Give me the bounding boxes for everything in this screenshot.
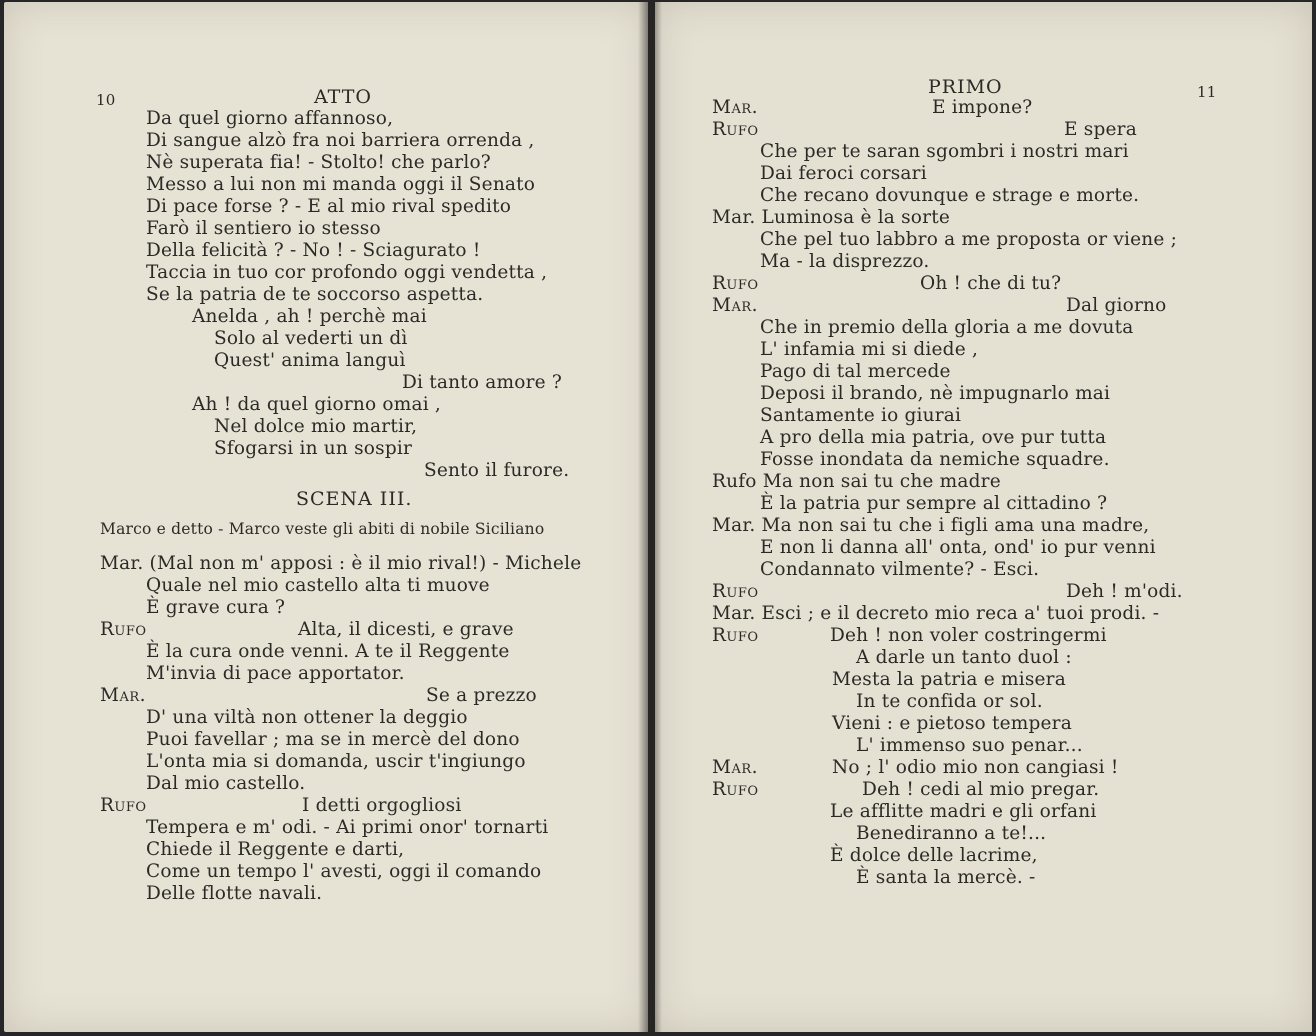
running-head: PRIMO <box>928 76 1003 98</box>
verse-line: D' una viltà non ottener la deggio <box>146 707 468 728</box>
verse-line: A pro della mia patria, ove pur tutta <box>760 427 1107 448</box>
verse-line: Anelda , ah ! perchè mai <box>192 306 427 327</box>
speaker-label: Rufo <box>100 795 147 816</box>
verse-line: Farò il sentiero io stesso <box>146 218 381 239</box>
verse-line: Di pace forse ? - E al mio rival spedito <box>146 196 512 217</box>
verse-line: Santamente io giurai <box>760 405 962 426</box>
verse-line: Le afflitte madri e gli orfani <box>830 801 1097 822</box>
verse-line: Deh ! m'odi. <box>1066 581 1183 602</box>
verse-line: Mar. Luminosa è la sorte <box>712 207 950 228</box>
speaker-label: Rufo <box>712 119 759 140</box>
verse-line: I detti orgogliosi <box>302 795 462 816</box>
verse-line: Fosse inondata da nemiche squadre. <box>760 449 1110 470</box>
verse-line: Rufo Ma non sai tu che madre <box>712 471 1001 492</box>
verse-line: Mar. Esci ; e il decreto mio reca a' tuoi prodi. - <box>712 603 1160 624</box>
verse-line: Quest' anima languì <box>214 350 406 371</box>
verse-line: Quale nel mio castello alta ti muove <box>146 575 490 596</box>
verse-line: È la cura onde venni. A te il Reggente <box>146 641 510 662</box>
verse-line: Come un tempo l' avesti, oggi il comando <box>146 861 542 882</box>
verse-line: Nè superata fia! - Stolto! che parlo? <box>146 152 491 173</box>
page-number: 11 <box>1197 83 1217 101</box>
page-number: 10 <box>96 91 116 109</box>
verse-line: No ; l' odio mio non cangiasi ! <box>832 757 1119 778</box>
verse-line: Solo al vederti un dì <box>214 328 408 349</box>
verse-line: E spera <box>1064 119 1137 140</box>
verse-line: Oh ! che di tu? <box>920 273 1062 294</box>
verse-line: Mesta la patria e misera <box>832 669 1066 690</box>
verse-line: Messo a lui non mi manda oggi il Senato <box>146 174 536 195</box>
verse-line: Mar. (Mal non m' apposi : è il mio rival!) - Michele <box>100 553 582 574</box>
verse-line: Sfogarsi in un sospir <box>214 438 413 459</box>
speaker-label: Mar. <box>712 295 758 316</box>
verse-line: Ah ! da quel giorno omai , <box>192 394 441 415</box>
verse-line: Dal mio castello. <box>146 773 306 794</box>
verse-line: Vieni : e pietoso tempera <box>832 713 1072 734</box>
verse-line: L' infamia mi si diede , <box>760 339 979 360</box>
verse-line: È santa la mercè. - <box>856 867 1036 888</box>
speaker-label: Rufo <box>100 619 147 640</box>
verse-line: Tempera e m' odi. - Ai primi onor' tornarti <box>146 817 549 838</box>
verse-line: Nel dolce mio martir, <box>214 416 418 437</box>
verse-line: A darle un tanto duol : <box>856 647 1072 668</box>
verse-line: Che pel tuo labbro a me proposta or viene ; <box>760 229 1178 250</box>
verse-line: Deposi il brando, nè impugnarlo mai <box>760 383 1111 404</box>
verse-line: Dai feroci corsari <box>760 163 927 184</box>
speaker-label: Rufo <box>712 581 759 602</box>
verse-line: Che in premio della gloria a me dovuta <box>760 317 1134 338</box>
speaker-label: Rufo <box>712 779 759 800</box>
verse-line: Condannato vilmente? - Esci. <box>760 559 1040 580</box>
verse-line: È grave cura ? <box>146 597 286 618</box>
verse-line: Benediranno a te!... <box>856 823 1047 844</box>
verse-line: Deh ! cedi al mio pregar. <box>862 779 1100 800</box>
verse-line: Da quel giorno affannoso, <box>146 108 394 129</box>
stage-direction: Marco e detto - Marco veste gli abiti di nobile Siciliano <box>100 520 545 538</box>
verse-line: Se la patria de te soccorso aspetta. <box>146 284 484 305</box>
speaker-label: Mar. <box>712 97 758 118</box>
verse-line: Dal giorno <box>1066 295 1167 316</box>
verse-line: Della felicità ? - No ! - Sciagurato ! <box>146 240 481 261</box>
verse-line: Alta, il dicesti, e grave <box>298 619 514 640</box>
verse-line: Chiede il Reggente e darti, <box>146 839 405 860</box>
verse-line: Se a prezzo <box>426 685 537 706</box>
speaker-label: Rufo <box>712 273 759 294</box>
speaker-label: Mar. <box>100 685 146 706</box>
verse-line: Pago di tal mercede <box>760 361 951 382</box>
verse-line: Ma - la disprezzo. <box>760 251 930 272</box>
verse-line: Deh ! non voler costringermi <box>830 625 1107 646</box>
verse-line: Di tanto amore ? <box>402 372 562 393</box>
verse-line: Sento il furore. <box>424 460 570 481</box>
scene-heading: SCENA III. <box>296 488 413 510</box>
verse-line: Che recano dovunque e strage e morte. <box>760 185 1140 206</box>
speaker-label: Rufo <box>712 625 759 646</box>
verse-line: M'invia di pace apportator. <box>146 663 405 684</box>
verse-line: Delle flotte navali. <box>146 883 323 904</box>
verse-line: E non li danna all' onta, ond' io pur venni <box>760 537 1156 558</box>
verse-line: È la patria pur sempre al cittadino ? <box>760 493 1108 514</box>
verse-line: Di sangue alzò fra noi barriera orrenda , <box>146 130 535 151</box>
verse-line: Mar. Ma non sai tu che i figli ama una madre, <box>712 515 1150 536</box>
verse-line: L'onta mia si domanda, uscir t'ingiungo <box>146 751 526 772</box>
verse-line: Che per te saran sgombri i nostri mari <box>760 141 1129 162</box>
verse-line: In te confida or sol. <box>856 691 1043 712</box>
speaker-label: Mar. <box>712 757 758 778</box>
verse-line: Puoi favellar ; ma se in mercè del dono <box>146 729 520 750</box>
book-gutter <box>638 0 662 1036</box>
verse-line: È dolce delle lacrime, <box>830 845 1038 866</box>
verse-line: L' immenso suo penar... <box>856 735 1083 756</box>
verse-line: Taccia in tuo cor profondo oggi vendetta , <box>146 262 548 283</box>
verse-line: E impone? <box>932 97 1033 118</box>
running-head: ATTO <box>314 86 372 108</box>
